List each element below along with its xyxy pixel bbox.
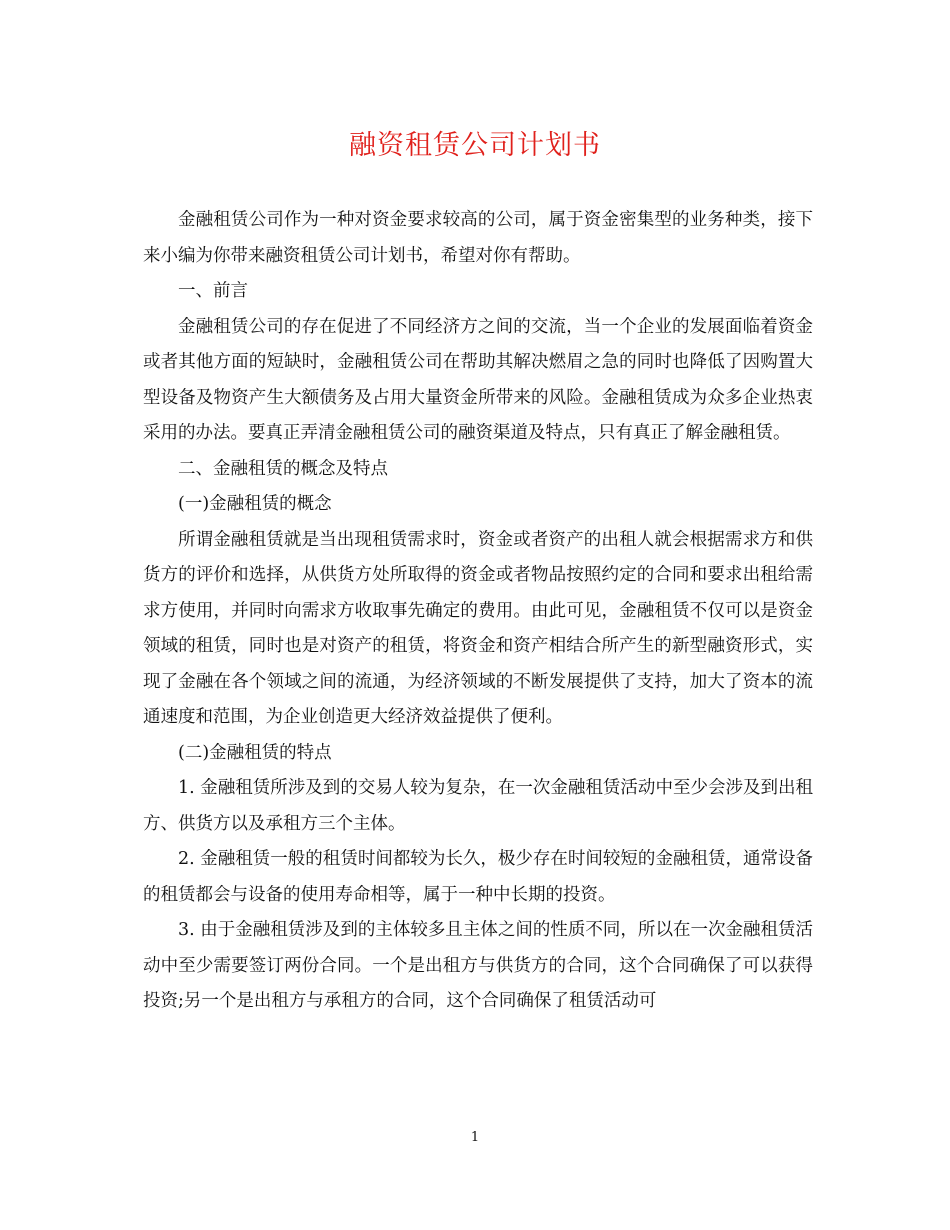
page-number: 1 [470, 1130, 480, 1145]
body-paragraph: 所谓金融租赁就是当出现租赁需求时，资金或者资产的出租人就会根据需求方和供货方的评价和选择，从供货方处所取得的资金或者物品按照约定的合同和要求出租给需求方使用，并同时向需求方收取事先确定的费用。由此可见，金融租赁不仅可以是资金领域的租赁，同时也是对资产的租赁，将资金和资产相结合所产生的新型融资形式，实现了金融在各个领域之间的流通，为经济领域的不断发展提供了支持，加大了资本的流通速度和范围，为企业创造更大经济效益提供了便利。 [143, 529, 813, 727]
document-body [143, 203, 813, 1020]
body-paragraph: 金融租赁公司作为一种对资金要求较高的公司，属于资金密集型的业务种类，接下来小编为你带来融资租赁公司计划书，希望对你有帮助。 [143, 210, 813, 266]
list-item: 2. 金融租赁一般的租赁时间都较为长久，极少存在时间较短的金融租赁，通常设备的租赁都会与设备的使用寿命相等，属于一种中长期的投资。 [143, 849, 813, 905]
subsection-heading: (一)金融租赁的概念 [178, 494, 332, 514]
section-heading: 二、金融租赁的概念及特点 [178, 458, 388, 479]
list-item: 1. 金融租赁所涉及到的交易人较为复杂，在一次金融租赁活动中至少会涉及到出租方、供货方以及承租方三个主体。 [143, 778, 813, 834]
list-item: 3. 由于金融租赁涉及到的主体较多且主体之间的性质不同，所以在一次金融租赁活动中至少需要签订两份合同。一个是出租方与供货方的合同，这个合同确保了可以获得投资;另一个是出租方与承租方的合同，这个合同确保了租赁活动可 [143, 920, 813, 1011]
subsection-heading: (二)金融租赁的特点 [178, 742, 332, 763]
body-paragraph: 金融租赁公司的存在促进了不同经济方之间的交流，当一个企业的发展面临着资金或者其他方面的短缺时，金融租赁公司在帮助其解决燃眉之急的同时也降低了因购置大型设备及物资产生大额债务及占用大量资金所带来的风险。金融租赁成为众多企业热衷采用的办法。要真正弄清金融租赁公司的融资渠道及特点，只有真正了解金融租赁。 [143, 316, 813, 443]
section-heading: 一、前言 [178, 281, 248, 301]
document-title: 融资租赁公司计划书 [349, 130, 601, 161]
